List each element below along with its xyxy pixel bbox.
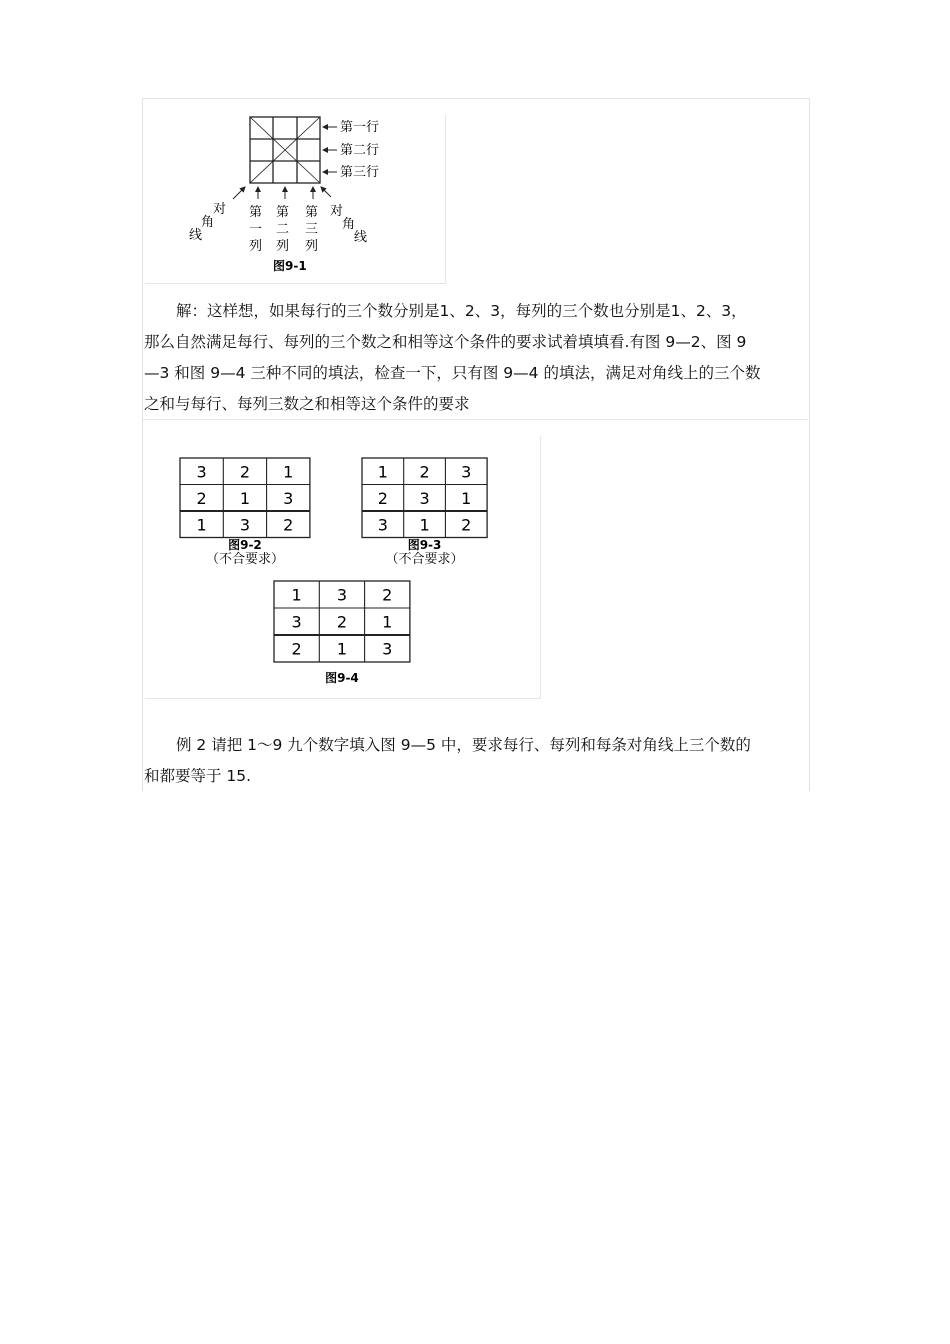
grid-cell: 3 xyxy=(419,488,430,508)
grid-3x3 xyxy=(250,117,320,183)
diag-label-right: 对角线 xyxy=(330,204,368,245)
grid-cell: 3 xyxy=(382,639,393,659)
solution-paragraph xyxy=(144,296,810,420)
grid-cell: 3 xyxy=(461,462,472,482)
grid-note: （不合要求） xyxy=(205,552,284,567)
row-label-1: 第一行 xyxy=(340,120,380,135)
line-3: —3 和图 9—4 三种不同的填法，检查一下，只有图 9—4 的填法，满足对角线上的三个数 xyxy=(144,364,761,382)
grid-cell: 3 xyxy=(377,515,388,535)
column-labels xyxy=(189,201,367,254)
text: 例 2 请把 1～9 九个数字填入图 9—5 中，要求每行、每列和每条对角线上三个数的 xyxy=(176,736,751,754)
column-arrows xyxy=(233,187,331,199)
grid-caption: 图9-3 xyxy=(407,538,442,552)
col-label-1: 第一列 xyxy=(249,205,263,254)
row-arrows xyxy=(323,127,337,172)
col-label-2: 第二列 xyxy=(276,205,290,254)
grid-cell: 2 xyxy=(382,585,393,605)
grid-cell: 1 xyxy=(377,462,388,482)
grid-cell: 3 xyxy=(283,488,294,508)
grid-3 xyxy=(274,581,410,685)
grid-cell: 3 xyxy=(196,462,207,482)
grid-2 xyxy=(362,458,487,567)
grid-cell: 3 xyxy=(291,612,302,632)
grids-diagram xyxy=(145,436,540,698)
grid-caption: 图9-4 xyxy=(325,671,359,685)
grid-cell: 1 xyxy=(419,515,430,535)
figure-9-1-diagram xyxy=(145,115,445,283)
grid-note: （不合要求） xyxy=(385,552,464,567)
figures-9-2-to-9-4 xyxy=(145,436,541,699)
grid-cell: 1 xyxy=(291,585,302,605)
figure-9-1-caption: 图9-1 xyxy=(273,259,307,273)
line-2: 那么自然满足每行、每列的三个数之和相等这个条件的要求试着填填看.有图 9—2、图 9 xyxy=(144,333,747,351)
divider xyxy=(142,419,808,420)
grid-cell: 2 xyxy=(239,462,251,482)
line-1 xyxy=(144,730,810,761)
line-2: 和都要等于 15. xyxy=(144,767,252,785)
grid-cell: 2 xyxy=(336,612,348,632)
grid-cell: 2 xyxy=(283,515,294,535)
col-label-3: 第三列 xyxy=(305,205,319,254)
row-label-2: 第二行 xyxy=(340,143,380,158)
grid-cell: 1 xyxy=(382,612,393,632)
grid-cell: 1 xyxy=(239,488,251,508)
grid-cell: 3 xyxy=(239,515,251,535)
grid-1 xyxy=(180,458,310,567)
grid-cell: 2 xyxy=(291,639,302,659)
example-2-paragraph xyxy=(144,730,810,792)
grid-cell: 2 xyxy=(419,462,430,482)
line-1 xyxy=(144,296,810,327)
line-4: 之和与每行、每列三数之和相等这个条件的要求 xyxy=(144,395,470,413)
grid-cell: 1 xyxy=(283,462,294,482)
grid-cell: 3 xyxy=(336,585,348,605)
figure-9-1 xyxy=(145,115,446,284)
grid-cell: 1 xyxy=(461,488,472,508)
grid-cell: 2 xyxy=(377,488,388,508)
grid-cell: 1 xyxy=(196,515,207,535)
grid-caption: 图9-2 xyxy=(228,538,262,552)
grid-cell: 2 xyxy=(196,488,207,508)
text: 解：这样想，如果每行的三个数分别是1、2、3，每列的三个数也分别是1、2、3， xyxy=(176,302,747,320)
row-label-3: 第三行 xyxy=(340,165,380,180)
grid-cell: 2 xyxy=(461,515,472,535)
diag-label-left: 对角线 xyxy=(189,202,227,243)
grid-cell: 1 xyxy=(336,639,348,659)
